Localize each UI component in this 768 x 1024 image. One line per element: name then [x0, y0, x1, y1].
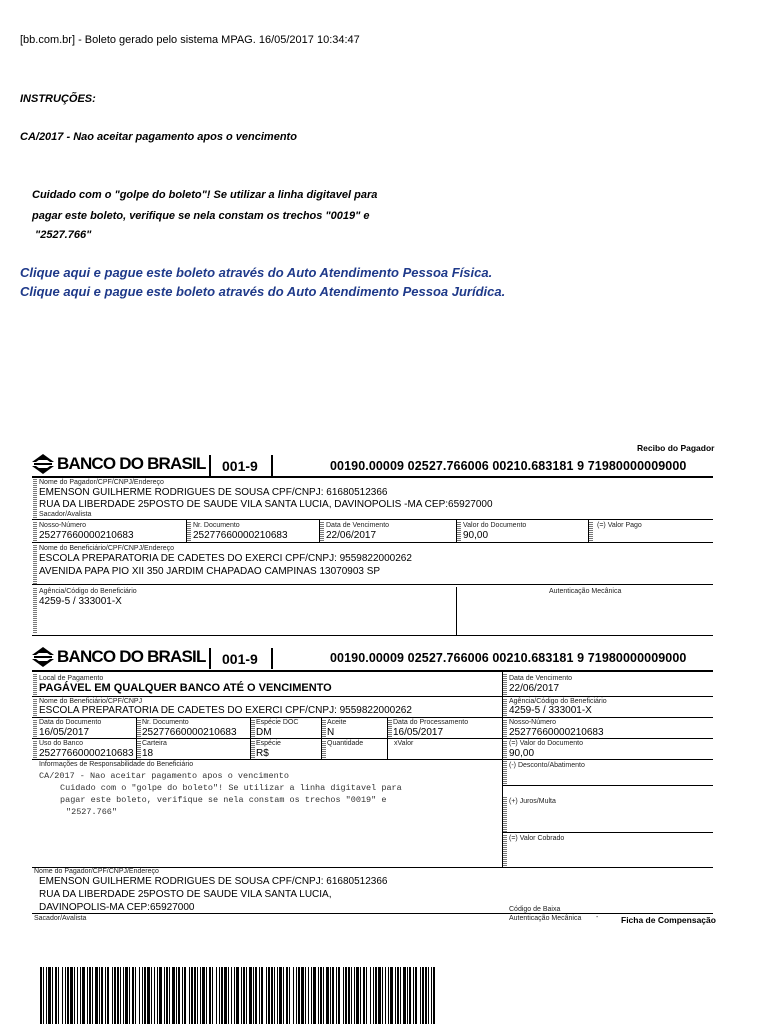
ficha-vencimento: 22/06/2017: [509, 683, 560, 694]
carteira-label: Carteira: [142, 740, 167, 747]
info-line-1: CA/2017 - Nao aceitar pagamento apos o vencimento: [39, 771, 289, 781]
barcode-icon: [40, 967, 435, 1024]
ficha-beneficiario-label: Nome do Beneficiário/CPF/CNPJ: [39, 698, 143, 705]
nr-documento: 25277660000210683: [193, 530, 288, 541]
ficha-vencimento-label: Data de Vencimento: [509, 675, 573, 682]
ficha-beneficiario: ESCOLA PREPARATORIA DE CADETES DO EXERCI CPF/CNPJ: 9559822000262: [39, 705, 412, 716]
valor-pago-label: (=) Valor Pago: [597, 522, 642, 529]
pagador-label: Nome do Pagador/CPF/CNPJ/Endereço: [39, 479, 164, 486]
especie-doc: DM: [256, 727, 272, 738]
pagador-line-1: EMENSON GUILHERME RODRIGUES DE SOUSA CPF/CNPJ: 61680512366: [39, 487, 388, 498]
aviso-line-1: Cuidado com o "golpe do boleto"! Se utilizar a linha digitavel para: [32, 189, 378, 201]
nr-documento-label: Nr. Documento: [193, 522, 240, 529]
bank-code: 001-9: [222, 458, 258, 474]
linha-digitavel: 00190.00009 02527.766006 00210.683181 9 71980000009000: [330, 459, 687, 473]
ficha-nosso-numero-label: Nosso-Número: [509, 719, 557, 726]
agencia: 4259-5 / 333001-X: [39, 596, 122, 607]
local-pagamento: PAGÁVEL EM QUALQUER BANCO ATÉ O VENCIMENTO: [39, 682, 332, 694]
informacoes-label: Informações de Responsabilidade do Beneficiário: [39, 761, 194, 768]
source-header: [bb.com.br] - Boleto gerado pelo sistema MPAG. 16/05/2017 10:34:47: [20, 34, 360, 46]
data-processamento: 16/05/2017: [393, 727, 444, 738]
local-pagamento-label: Local de Pagamento: [39, 675, 104, 682]
pagador-line-2: RUA DA LIBERDADE 25POSTO DE SAUDE VILA SANTA LUCIA, DAVINOPOLIS -MA CEP:65927000: [39, 499, 493, 510]
data-documento-label: Data do Documento: [39, 719, 102, 726]
vencimento: 22/06/2017: [326, 530, 377, 541]
ficha-autenticacao-label: Autenticação Mecânica: [509, 915, 582, 922]
ficha-nr-doc: 25277660000210683: [142, 727, 237, 738]
beneficiario-line-1: ESCOLA PREPARATORIA DE CADETES DO EXERCI CPF/CNPJ: 9559822000262: [39, 553, 412, 564]
vencimento-label: Data de Vencimento: [326, 522, 390, 529]
carteira: 18: [142, 748, 154, 759]
ficha-valor-doc-label: (=) Valor do Documento: [509, 740, 583, 747]
aviso-line-2: pagar este boleto, verifique se nela constam os trechos "0019" e: [32, 210, 370, 222]
instrucoes-title: INSTRUÇÕES:: [20, 93, 96, 105]
aviso-line-3: "2527.766": [35, 229, 92, 241]
bank-name-2: BANCO DO BRASIL: [57, 647, 206, 666]
quantidade-label: Quantidade: [327, 740, 364, 747]
especie-doc-label: Espécie DOC: [256, 719, 299, 726]
bank-code-2: 001-9: [222, 651, 258, 667]
valor-documento: 90,00: [463, 530, 489, 541]
valor-cobrado-label: (=) Valor Cobrado: [509, 835, 565, 842]
ficha-agencia-label: Agência/Código do Beneficiário: [509, 698, 607, 705]
sacador-label: Sacador/Avalista: [39, 511, 92, 518]
banco-do-brasil-logo-icon: [32, 454, 54, 474]
ficha-valor-doc: 90,00: [509, 748, 535, 759]
beneficiario-label: Nome do Beneficiário/CPF/CNPJ/Endereço: [39, 545, 175, 552]
bank-brand: [32, 454, 206, 474]
nosso-numero-label: Nosso-Número: [39, 522, 87, 529]
info-line-3: pagar este boleto, verifique se nela constam os trechos "0019" e: [60, 795, 387, 805]
linha-digitavel-2: 00190.00009 02527.766006 00210.683181 9 71980000009000: [330, 651, 687, 665]
ficha-pagador-2: RUA DA LIBERDADE 25POSTO DE SAUDE VILA SANTA LUCIA,: [39, 889, 332, 900]
beneficiario-line-2: AVENIDA PAPA PIO XII 350 JARDIM CHAPADAO CAMPINAS 13070903 SP: [39, 566, 381, 577]
agencia-label: Agência/Código do Beneficiário: [39, 588, 137, 595]
ficha-nosso-numero: 25277660000210683: [509, 727, 604, 738]
info-line-4: "2527.766": [66, 807, 118, 817]
link-pessoa-fisica[interactable]: Clique aqui e pague este boleto através do Auto Atendimento Pessoa Física.: [20, 265, 493, 280]
desconto-label: (-) Desconto/Abatimento: [509, 762, 585, 769]
especie-label: Espécie: [256, 740, 281, 747]
ficha-nr-doc-label: Nr. Documento: [142, 719, 189, 726]
instrucao-text: CA/2017 - Nao aceitar pagamento apos o vencimento: [20, 131, 297, 143]
data-documento: 16/05/2017: [39, 727, 90, 738]
especie: R$: [256, 748, 269, 759]
recibo-title: Recibo do Pagador: [637, 443, 715, 453]
juros-label: (+) Juros/Multa: [509, 798, 556, 805]
ficha-pagador-3: DAVINOPOLIS-MA CEP:65927000: [39, 902, 195, 913]
nosso-numero: 25277660000210683: [39, 530, 134, 541]
codigo-baixa-label: Código de Baixa: [509, 906, 561, 913]
bank-name: BANCO DO BRASIL: [57, 454, 206, 473]
ficha-pagador-1: EMENSON GUILHERME RODRIGUES DE SOUSA CPF/CNPJ: 61680512366: [39, 876, 388, 887]
valor-documento-label: Valor do Documento: [463, 522, 527, 529]
aceite-label: Aceite: [327, 719, 347, 726]
uso-banco-label: Uso do Banco: [39, 740, 83, 747]
ficha-compensacao-title: Ficha de Compensação: [621, 915, 716, 925]
data-processamento-label: Data do Processamento: [393, 719, 469, 726]
xvalor-label: xValor: [394, 740, 414, 747]
ficha-agencia: 4259-5 / 333001-X: [509, 705, 592, 716]
link-pessoa-juridica[interactable]: Clique aqui e pague este boleto através do Auto Atendimento Pessoa Jurídica.: [20, 284, 506, 299]
autenticacao-label: Autenticação Mecânica: [549, 588, 622, 595]
banco-do-brasil-logo-icon: [32, 647, 54, 667]
bank-brand-2: [32, 647, 206, 667]
ficha-sacador-label: Sacador/Avalista: [34, 915, 87, 922]
aceite: N: [327, 727, 335, 738]
uso-banco: 25277660000210683: [39, 748, 134, 759]
ficha-dash: -: [596, 914, 599, 921]
info-line-2: Cuidado com o "golpe do boleto"! Se utilizar a linha digitavel para: [60, 783, 402, 793]
ficha-pagador-label: Nome do Pagador/CPF/CNPJ/Endereço: [34, 868, 159, 875]
